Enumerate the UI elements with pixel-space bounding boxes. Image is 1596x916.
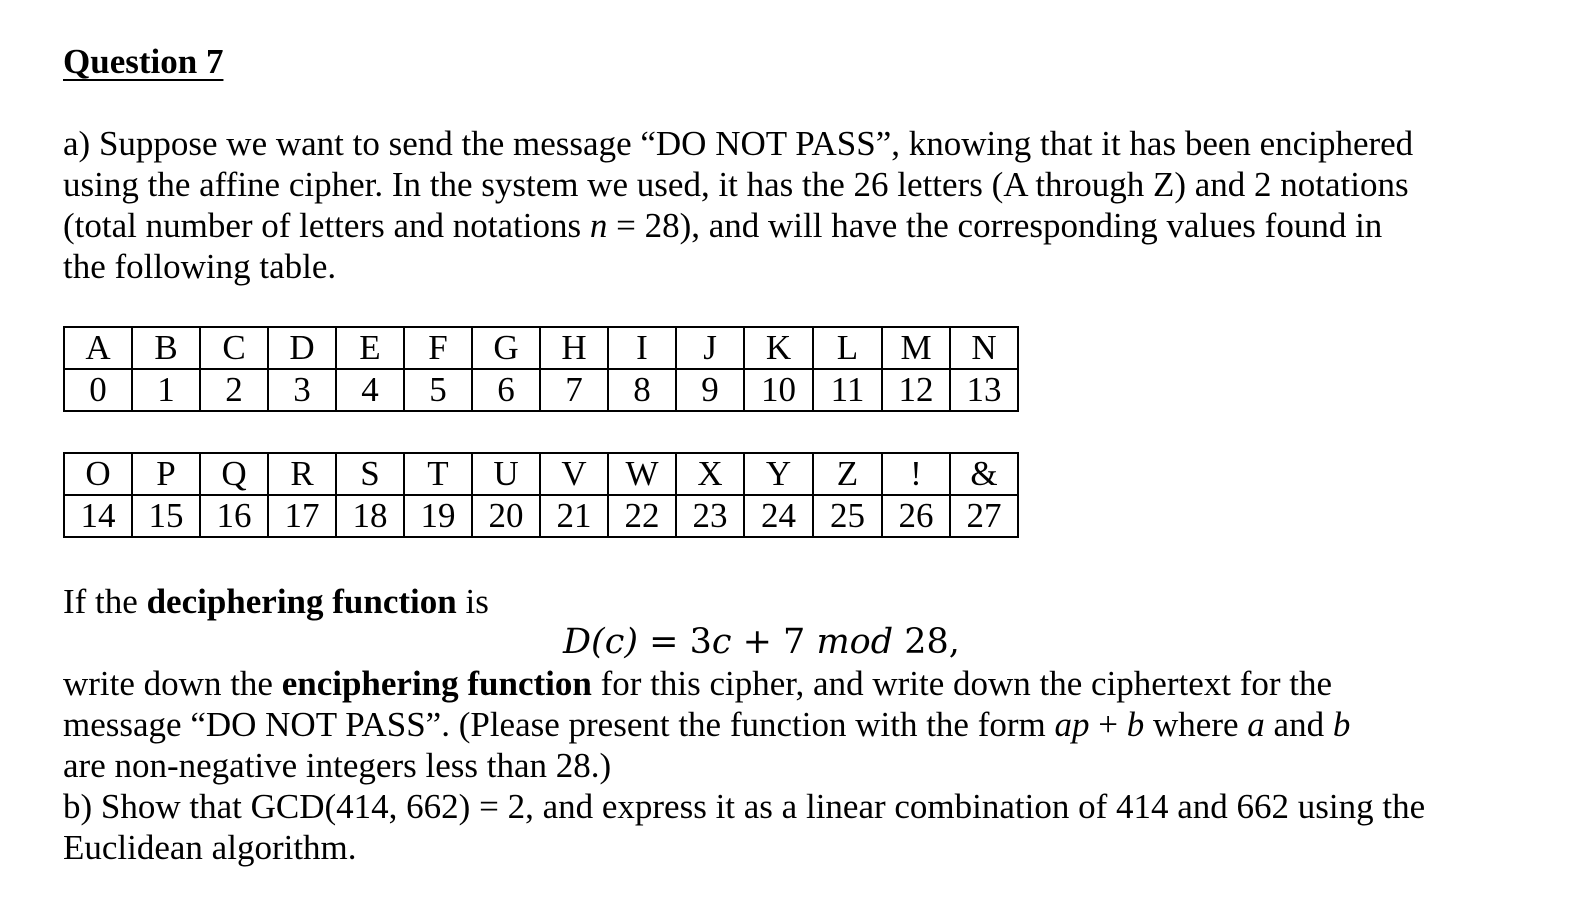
formula-end: 28, [893, 622, 960, 662]
table-letter-cell: S [336, 453, 404, 495]
table-letter-cell: A [64, 327, 132, 369]
formula-plus: + 7 [731, 622, 817, 662]
table-value-cell: 13 [950, 369, 1018, 411]
part-a-line-3-pre: (total number of letters and notations [63, 206, 590, 245]
form-ap: ap [1054, 705, 1090, 744]
table-value-cell: 26 [882, 495, 950, 537]
table-letter-cell: & [950, 453, 1018, 495]
form-and: and [1264, 705, 1333, 744]
enciphering-line-3: are non-negative integers less than 28.) [63, 746, 612, 785]
table-1-letters-row [64, 327, 1018, 369]
table-letter-cell: K [744, 327, 813, 369]
enciphering-line-1 [63, 663, 1332, 704]
form-plus: + [1089, 705, 1127, 744]
formula-equals: = [637, 622, 690, 662]
part-b-line-2: Euclidean algorithm. [63, 828, 357, 867]
enciphering-line-2 [63, 704, 1350, 745]
table-letter-cell: U [472, 453, 540, 495]
table-letter-cell: V [540, 453, 608, 495]
formula-lhs: D(c) [563, 622, 638, 662]
table-letter-cell: M [882, 327, 950, 369]
table-letter-cell: X [676, 453, 744, 495]
table-value-cell: 6 [472, 369, 540, 411]
table-value-cell: 20 [472, 495, 540, 537]
enciphering-function-term: enciphering function [281, 664, 592, 703]
table-letter-cell: T [404, 453, 472, 495]
part-b-line-1: b) Show that GCD(414, 662) = 2, and express it as a linear combination of 414 and 662 using the [63, 787, 1426, 826]
part-a-line-4: the following table. [63, 247, 337, 286]
table-value-cell: 23 [676, 495, 744, 537]
table-value-cell: 2 [200, 369, 268, 411]
table-value-cell: 8 [608, 369, 676, 411]
table-value-cell: 16 [200, 495, 268, 537]
table-letter-cell: C [200, 327, 268, 369]
table-value-cell: 9 [676, 369, 744, 411]
table-letter-cell: H [540, 327, 608, 369]
table-1-values-row [64, 369, 1018, 411]
form-b-2: b [1332, 705, 1351, 744]
deciphering-intro-post: is [456, 582, 489, 621]
table-value-cell: 3 [268, 369, 336, 411]
table-value-cell: 0 [64, 369, 132, 411]
part-a-line-3-post: 28), and will have the corresponding values found in [644, 206, 1383, 245]
part-a-line-1: a) Suppose we want to send the message “DO NOT PASS”, knowing that it has been enciphered [63, 124, 1414, 163]
table-value-cell: 10 [744, 369, 813, 411]
table-letter-cell: I [608, 327, 676, 369]
enciphering-line-2-pre: message “DO NOT PASS”. (Please present the function with the form [63, 705, 1055, 744]
enciphering-line-1-post: for this cipher, and write down the ciphertext for the [591, 664, 1333, 703]
deciphering-formula [563, 622, 960, 663]
table-value-cell: 1 [132, 369, 200, 411]
part-a-line-3 [63, 205, 1382, 246]
table-letter-cell: D [268, 327, 336, 369]
table-letter-cell: W [608, 453, 676, 495]
table-letter-cell: ! [882, 453, 950, 495]
table-letter-cell: L [813, 327, 882, 369]
table-value-cell: 24 [744, 495, 813, 537]
table-letter-cell: Q [200, 453, 268, 495]
letter-value-table-1 [63, 326, 1019, 412]
table-letter-cell: F [404, 327, 472, 369]
table-value-cell: 25 [813, 495, 882, 537]
enciphering-line-1-pre: write down the [63, 664, 282, 703]
table-letter-cell: N [950, 327, 1018, 369]
table-value-cell: 18 [336, 495, 404, 537]
table-2-values-row [64, 495, 1018, 537]
table-value-cell: 21 [540, 495, 608, 537]
table-value-cell: 12 [882, 369, 950, 411]
deciphering-function-term: deciphering function [146, 582, 457, 621]
question-title: Question 7 [63, 42, 224, 81]
table-value-cell: 4 [336, 369, 404, 411]
table-value-cell: 14 [64, 495, 132, 537]
table-value-cell: 22 [608, 495, 676, 537]
table-value-cell: 19 [404, 495, 472, 537]
form-where: where [1144, 705, 1248, 744]
formula-coef: 3 [689, 622, 712, 662]
table-letter-cell: P [132, 453, 200, 495]
letter-value-table-2 [63, 452, 1019, 538]
table-value-cell: 27 [950, 495, 1018, 537]
deciphering-intro-pre: If the [63, 582, 147, 621]
table-letter-cell: J [676, 327, 744, 369]
table-value-cell: 5 [404, 369, 472, 411]
part-a-line-2: using the affine cipher. In the system we used, it has the 26 letters (A through Z) and 2 notations [63, 165, 1409, 204]
table-value-cell: 11 [813, 369, 882, 411]
equals-sign: = [607, 206, 645, 245]
form-b: b [1126, 705, 1145, 744]
table-value-cell: 15 [132, 495, 200, 537]
table-2-letters-row [64, 453, 1018, 495]
formula-var: c [711, 622, 732, 662]
table-letter-cell: Y [744, 453, 813, 495]
table-letter-cell: R [268, 453, 336, 495]
formula-mod: mod [816, 622, 894, 662]
table-letter-cell: B [132, 327, 200, 369]
deciphering-intro [63, 581, 489, 622]
table-letter-cell: E [336, 327, 404, 369]
form-a: a [1247, 705, 1265, 744]
table-letter-cell: Z [813, 453, 882, 495]
table-value-cell: 17 [268, 495, 336, 537]
table-value-cell: 7 [540, 369, 608, 411]
variable-n: n [589, 206, 608, 245]
table-letter-cell: G [472, 327, 540, 369]
table-letter-cell: O [64, 453, 132, 495]
